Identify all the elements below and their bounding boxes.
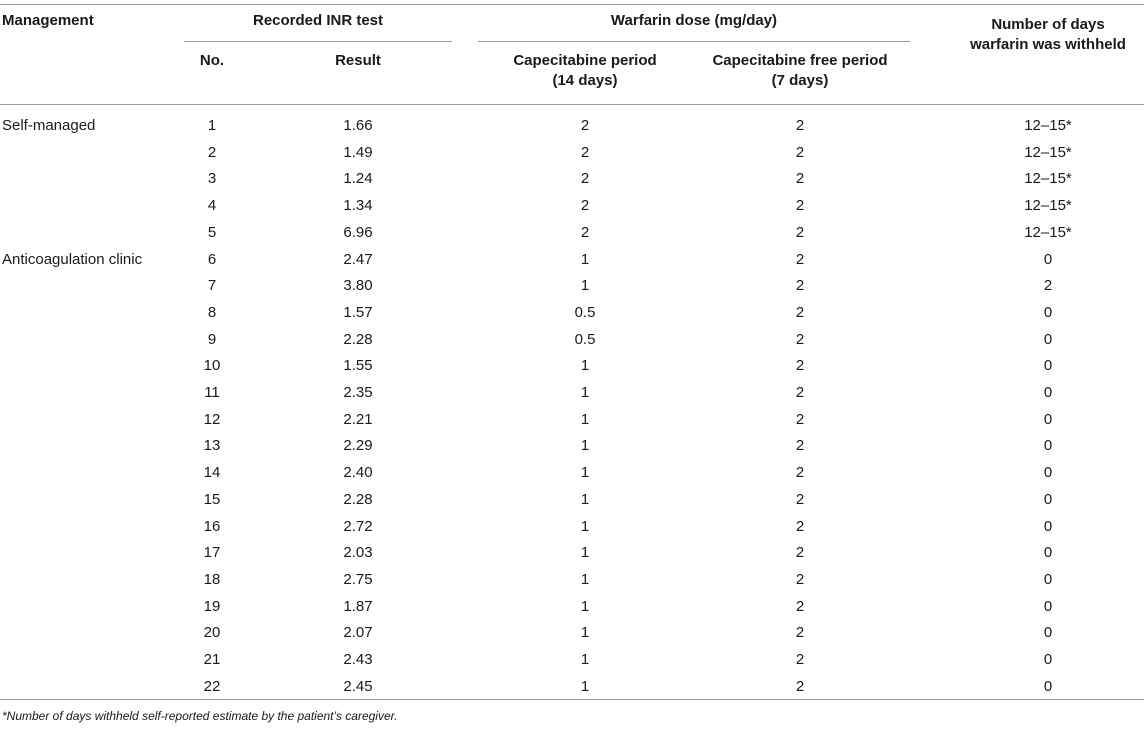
table-row (0, 570, 1144, 596)
table-row (0, 223, 1144, 249)
cell-result: 2.40 (343, 464, 373, 481)
cell-result: 2.72 (343, 518, 373, 535)
header-capecitabine-period-line1: Capecitabine period (513, 52, 657, 69)
table-row (0, 650, 1144, 676)
cell-days-withheld: 0 (1043, 384, 1053, 401)
cell-days-withheld: 0 (1043, 491, 1053, 508)
cell-result: 2.03 (343, 544, 373, 561)
cell-capecitabine-dose: 1 (580, 598, 590, 615)
cell-capecitabine-dose: 1 (580, 251, 590, 268)
cell-no: 5 (207, 224, 217, 241)
cell-result: 2.47 (343, 251, 373, 268)
table-row (0, 303, 1144, 329)
cell-no: 11 (204, 384, 220, 401)
cell-result: 2.75 (343, 571, 373, 588)
cell-capecitabine-dose: 1 (580, 544, 590, 561)
header-management: Management (2, 12, 94, 29)
cell-days-withheld: 0 (1043, 598, 1053, 615)
header-no: No. (199, 52, 225, 69)
cell-days-withheld: 0 (1043, 357, 1053, 374)
cell-result: 2.28 (343, 331, 373, 348)
cell-capecitabine-dose: 1 (580, 464, 590, 481)
table-row (0, 383, 1144, 409)
cell-no: 2 (207, 144, 217, 161)
header-capecitabine-period-line2: (14 days) (552, 72, 618, 89)
cell-no: 7 (207, 277, 217, 294)
cell-capecitabine-free-dose: 2 (795, 571, 805, 588)
cell-days-withheld: 0 (1043, 544, 1053, 561)
cell-result: 1.57 (343, 304, 373, 321)
header-capecitabine-free-line1: Capecitabine free period (712, 52, 888, 69)
cell-capecitabine-free-dose: 2 (795, 544, 805, 561)
cell-capecitabine-free-dose: 2 (795, 224, 805, 241)
header-recorded-inr: Recorded INR test (252, 12, 384, 29)
cell-capecitabine-free-dose: 2 (795, 144, 805, 161)
cell-days-withheld: 0 (1043, 251, 1053, 268)
cell-capecitabine-dose: 1 (580, 411, 590, 428)
cell-capecitabine-dose: 1 (580, 277, 590, 294)
cell-days-withheld: 12–15* (1024, 117, 1072, 134)
cell-management: Self-managed (2, 117, 96, 134)
cell-no: 13 (203, 437, 221, 454)
cell-result: 2.29 (343, 437, 373, 454)
cell-days-withheld: 12–15* (1024, 224, 1072, 241)
cell-days-withheld: 0 (1043, 304, 1053, 321)
cell-capecitabine-free-dose: 2 (795, 411, 805, 428)
cell-no: 21 (203, 651, 221, 668)
cell-capecitabine-dose: 2 (580, 170, 590, 187)
cell-capecitabine-dose: 1 (580, 571, 590, 588)
cell-capecitabine-dose: 1 (580, 518, 590, 535)
cell-capecitabine-dose: 0.5 (574, 304, 596, 321)
cell-result: 2.21 (343, 411, 373, 428)
cell-no: 9 (207, 331, 217, 348)
cell-capecitabine-dose: 1 (580, 491, 590, 508)
cell-no: 12 (203, 411, 221, 428)
table-row (0, 116, 1144, 142)
cell-result: 6.96 (343, 224, 373, 241)
table-row (0, 517, 1144, 543)
header-result: Result (335, 52, 381, 69)
cell-result: 2.35 (343, 384, 373, 401)
cell-capecitabine-dose: 1 (580, 678, 590, 695)
cell-result: 1.66 (343, 117, 373, 134)
cell-days-withheld: 12–15* (1024, 144, 1072, 161)
cell-no: 20 (203, 624, 221, 641)
cell-days-withheld: 0 (1043, 571, 1053, 588)
cell-capecitabine-dose: 2 (580, 144, 590, 161)
table-row (0, 196, 1144, 222)
cell-result: 1.24 (343, 170, 373, 187)
table-row (0, 143, 1144, 169)
table-row (0, 169, 1144, 195)
cell-capecitabine-dose: 2 (580, 224, 590, 241)
cell-result: 3.80 (343, 277, 373, 294)
cell-capecitabine-free-dose: 2 (795, 304, 805, 321)
cell-no: 17 (203, 544, 221, 561)
cell-capecitabine-free-dose: 2 (795, 384, 805, 401)
cell-no: 10 (203, 357, 221, 374)
cell-no: 3 (207, 170, 217, 187)
cell-capecitabine-free-dose: 2 (795, 678, 805, 695)
cell-capecitabine-free-dose: 2 (795, 437, 805, 454)
table-row (0, 276, 1144, 302)
cell-days-withheld: 0 (1043, 411, 1053, 428)
cell-no: 1 (207, 117, 217, 134)
table-row (0, 597, 1144, 623)
cell-no: 4 (207, 197, 217, 214)
cell-days-withheld: 0 (1043, 624, 1053, 641)
cell-capecitabine-dose: 1 (580, 624, 590, 641)
cell-capecitabine-free-dose: 2 (795, 277, 805, 294)
table-row (0, 543, 1144, 569)
cell-result: 2.28 (343, 491, 373, 508)
cell-no: 16 (203, 518, 221, 535)
cell-capecitabine-dose: 1 (580, 357, 590, 374)
cell-result: 1.55 (343, 357, 373, 374)
cell-capecitabine-dose: 1 (580, 437, 590, 454)
cell-capecitabine-dose: 1 (580, 384, 590, 401)
cell-result: 2.45 (343, 678, 373, 695)
cell-days-withheld: 0 (1043, 518, 1053, 535)
table-row (0, 463, 1144, 489)
header-capecitabine-free-line2: (7 days) (771, 72, 829, 89)
cell-result: 1.34 (343, 197, 373, 214)
cell-result: 1.49 (343, 144, 373, 161)
cell-no: 6 (207, 251, 217, 268)
table-row (0, 623, 1144, 649)
cell-days-withheld: 0 (1043, 678, 1053, 695)
cell-no: 18 (203, 571, 221, 588)
cell-no: 14 (203, 464, 221, 481)
cell-days-withheld: 12–15* (1024, 170, 1072, 187)
cell-capecitabine-free-dose: 2 (795, 491, 805, 508)
cell-result: 2.43 (343, 651, 373, 668)
cell-days-withheld: 0 (1043, 331, 1053, 348)
cell-no: 15 (203, 491, 221, 508)
cell-no: 8 (207, 304, 217, 321)
table-row (0, 330, 1144, 356)
cell-days-withheld: 2 (1043, 277, 1053, 294)
cell-capecitabine-free-dose: 2 (795, 464, 805, 481)
header-withheld-line2: warfarin was withheld (970, 36, 1126, 53)
cell-no: 19 (203, 598, 221, 615)
cell-capecitabine-free-dose: 2 (795, 197, 805, 214)
table-footnote: *Number of days withheld self-reported estimate by the patient’s caregiver. (2, 709, 398, 723)
cell-result: 2.07 (343, 624, 373, 641)
cell-no: 22 (203, 678, 221, 695)
table-row (0, 677, 1144, 703)
header-withheld-line1: Number of days (991, 16, 1105, 33)
cell-capecitabine-free-dose: 2 (795, 651, 805, 668)
table-row (0, 490, 1144, 516)
table-row (0, 436, 1144, 462)
cell-capecitabine-free-dose: 2 (795, 170, 805, 187)
cell-result: 1.87 (343, 598, 373, 615)
cell-capecitabine-free-dose: 2 (795, 624, 805, 641)
table-row (0, 410, 1144, 436)
cell-days-withheld: 0 (1043, 464, 1053, 481)
cell-capecitabine-free-dose: 2 (795, 518, 805, 535)
table-row (0, 250, 1144, 276)
cell-capecitabine-free-dose: 2 (795, 598, 805, 615)
cell-capecitabine-free-dose: 2 (795, 251, 805, 268)
cell-capecitabine-free-dose: 2 (795, 357, 805, 374)
cell-days-withheld: 0 (1043, 651, 1053, 668)
cell-days-withheld: 0 (1043, 437, 1053, 454)
cell-capecitabine-dose: 2 (580, 197, 590, 214)
cell-days-withheld: 12–15* (1024, 197, 1072, 214)
cell-capecitabine-dose: 0.5 (574, 331, 596, 348)
header-warfarin-dose: Warfarin dose (mg/day) (610, 12, 778, 29)
table-row (0, 356, 1144, 382)
cell-capecitabine-dose: 1 (580, 651, 590, 668)
cell-management: Anticoagulation clinic (2, 251, 143, 268)
cell-capecitabine-free-dose: 2 (795, 331, 805, 348)
cell-capecitabine-free-dose: 2 (795, 117, 805, 134)
cell-capecitabine-dose: 2 (580, 117, 590, 134)
